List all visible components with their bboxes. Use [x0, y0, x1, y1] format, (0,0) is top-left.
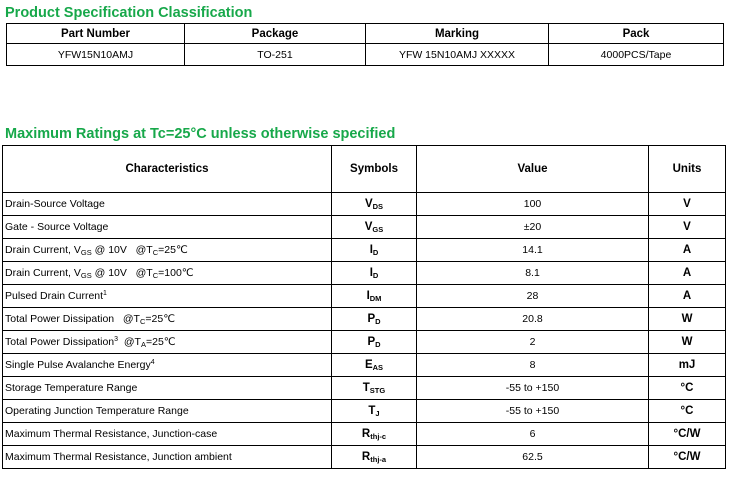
symbol-letter: R [361, 428, 371, 440]
cell-characteristic [3, 308, 332, 331]
char-text: Drain-Source Voltage [5, 198, 105, 210]
cell-unit: °C [649, 400, 726, 423]
char-subscript: A [140, 340, 146, 349]
symbol-letter: E [364, 359, 373, 371]
table-row [3, 308, 726, 331]
symbol-subscript: J [375, 409, 380, 418]
ratings-header-row [3, 146, 726, 193]
char-text: Single Pulse Avalanche Energy [5, 359, 151, 371]
cell-value: -55 to +150 [417, 400, 649, 423]
symbol-letter: I [369, 244, 373, 256]
symbol-subscript: AS [372, 363, 384, 372]
cell-value: 20.8 [417, 308, 649, 331]
cell-characteristic [3, 331, 332, 354]
symbol-subscript: DM [369, 294, 382, 303]
table-row [3, 331, 726, 354]
char-text: Storage Temperature Range [5, 382, 138, 394]
cell-symbol [332, 308, 417, 331]
char-text: @ 10V @T [91, 244, 153, 256]
char-text: @T [118, 336, 141, 348]
cell-value: 28 [417, 285, 649, 308]
col-header-value: Value [417, 146, 649, 193]
cell-symbol [332, 377, 417, 400]
symbol-letter: T [368, 405, 376, 417]
cell-marking: YFW 15N10AMJ XXXXX [366, 44, 549, 66]
cell-symbol [332, 423, 417, 446]
char-subscript: GS [80, 271, 92, 280]
spec-header-row [7, 24, 724, 44]
cell-symbol [332, 285, 417, 308]
cell-unit: A [649, 239, 726, 262]
char-text: Drain Current, V [5, 267, 81, 279]
cell-characteristic [3, 216, 332, 239]
symbol-subscript: D [372, 271, 379, 280]
col-header-units: Units [649, 146, 726, 193]
cell-unit: V [649, 216, 726, 239]
symbol-letter: V [364, 198, 373, 210]
char-subscript: C [152, 271, 159, 280]
cell-unit: V [649, 193, 726, 216]
col-header-symbols: Symbols [332, 146, 417, 193]
symbol-letter: I [366, 290, 370, 302]
cell-symbol [332, 331, 417, 354]
char-text: Total Power Dissipation [5, 336, 115, 348]
cell-characteristic [3, 423, 332, 446]
cell-value: 8 [417, 354, 649, 377]
cell-unit: mJ [649, 354, 726, 377]
char-footnote: 4 [150, 359, 155, 366]
table-row [3, 400, 726, 423]
char-text: =25℃ [158, 244, 188, 256]
char-footnote: 1 [103, 290, 107, 297]
col-header-characteristics: Characteristics [3, 146, 332, 193]
cell-unit: A [649, 285, 726, 308]
cell-value: 62.5 [417, 446, 649, 469]
cell-symbol [332, 239, 417, 262]
char-text: Maximum Thermal Resistance, Junction ambient [5, 451, 232, 463]
ratings-heading: Maximum Ratings at Tc=25°C unless otherwise specified [5, 126, 396, 142]
cell-value: 6 [417, 423, 649, 446]
char-text: Maximum Thermal Resistance, Junction-case [5, 428, 218, 440]
cell-package: TO-251 [185, 44, 366, 66]
cell-value: ±20 [417, 216, 649, 239]
cell-characteristic [3, 262, 332, 285]
char-subscript: GS [80, 248, 92, 257]
char-footnote: 3 [114, 336, 119, 343]
symbol-letter: P [367, 313, 376, 325]
char-text: Gate - Source Voltage [5, 221, 109, 233]
cell-pack: 4000PCS/Tape [549, 44, 724, 66]
char-text: Total Power Dissipation @T [5, 313, 140, 325]
char-text: =25℃ [145, 336, 176, 348]
cell-symbol [332, 193, 417, 216]
cell-characteristic [3, 239, 332, 262]
symbol-letter: T [362, 382, 370, 394]
symbol-subscript: thj-a [370, 455, 387, 464]
cell-characteristic [3, 400, 332, 423]
char-subscript: C [139, 317, 146, 326]
cell-symbol [332, 216, 417, 239]
table-row [3, 262, 726, 285]
cell-value: 14.1 [417, 239, 649, 262]
symbol-subscript: thj-c [370, 432, 387, 441]
spec-heading: Product Specification Classification [5, 5, 253, 21]
symbol-subscript: DS [372, 202, 384, 211]
table-row [3, 423, 726, 446]
cell-characteristic [3, 193, 332, 216]
cell-part-number: YFW15N10AMJ [7, 44, 185, 66]
cell-unit: W [649, 331, 726, 354]
cell-symbol [332, 354, 417, 377]
table-row [3, 377, 726, 400]
cell-characteristic [3, 377, 332, 400]
symbol-letter: R [361, 451, 371, 463]
symbol-letter: I [369, 267, 373, 279]
cell-unit: °C [649, 377, 726, 400]
cell-symbol [332, 446, 417, 469]
spec-data-row [7, 44, 724, 66]
table-row [3, 216, 726, 239]
symbol-subscript: D [372, 248, 379, 257]
cell-unit: W [649, 308, 726, 331]
table-row [3, 285, 726, 308]
symbol-subscript: STG [369, 386, 386, 395]
char-text: =100℃ [158, 267, 194, 279]
table-row [3, 354, 726, 377]
col-header-marking: Marking [366, 24, 549, 44]
table-row [3, 446, 726, 469]
cell-value: 2 [417, 331, 649, 354]
symbol-subscript: D [375, 340, 381, 349]
symbol-subscript: D [375, 317, 381, 326]
table-row [3, 193, 726, 216]
cell-unit: °C/W [649, 423, 726, 446]
cell-symbol [332, 262, 417, 285]
symbol-subscript: GS [372, 225, 384, 234]
cell-unit: A [649, 262, 726, 285]
product-spec-table [6, 23, 724, 66]
char-text: Pulsed Drain Current [5, 290, 104, 302]
col-header-pack: Pack [549, 24, 724, 44]
col-header-part-number: Part Number [7, 24, 185, 44]
max-ratings-table [2, 145, 726, 469]
cell-characteristic [3, 354, 332, 377]
char-text: =25℃ [145, 313, 175, 325]
cell-value: 8.1 [417, 262, 649, 285]
cell-value: 100 [417, 193, 649, 216]
char-text: Drain Current, V [5, 244, 81, 256]
char-text: Operating Junction Temperature Range [5, 405, 189, 417]
table-row [3, 239, 726, 262]
cell-unit: °C/W [649, 446, 726, 469]
symbol-letter: V [364, 221, 373, 233]
col-header-package: Package [185, 24, 366, 44]
char-text: @ 10V @T [91, 267, 153, 279]
symbol-letter: P [367, 336, 376, 348]
cell-value: -55 to +150 [417, 377, 649, 400]
char-subscript: C [152, 248, 159, 257]
cell-symbol [332, 400, 417, 423]
cell-characteristic [3, 446, 332, 469]
cell-characteristic [3, 285, 332, 308]
